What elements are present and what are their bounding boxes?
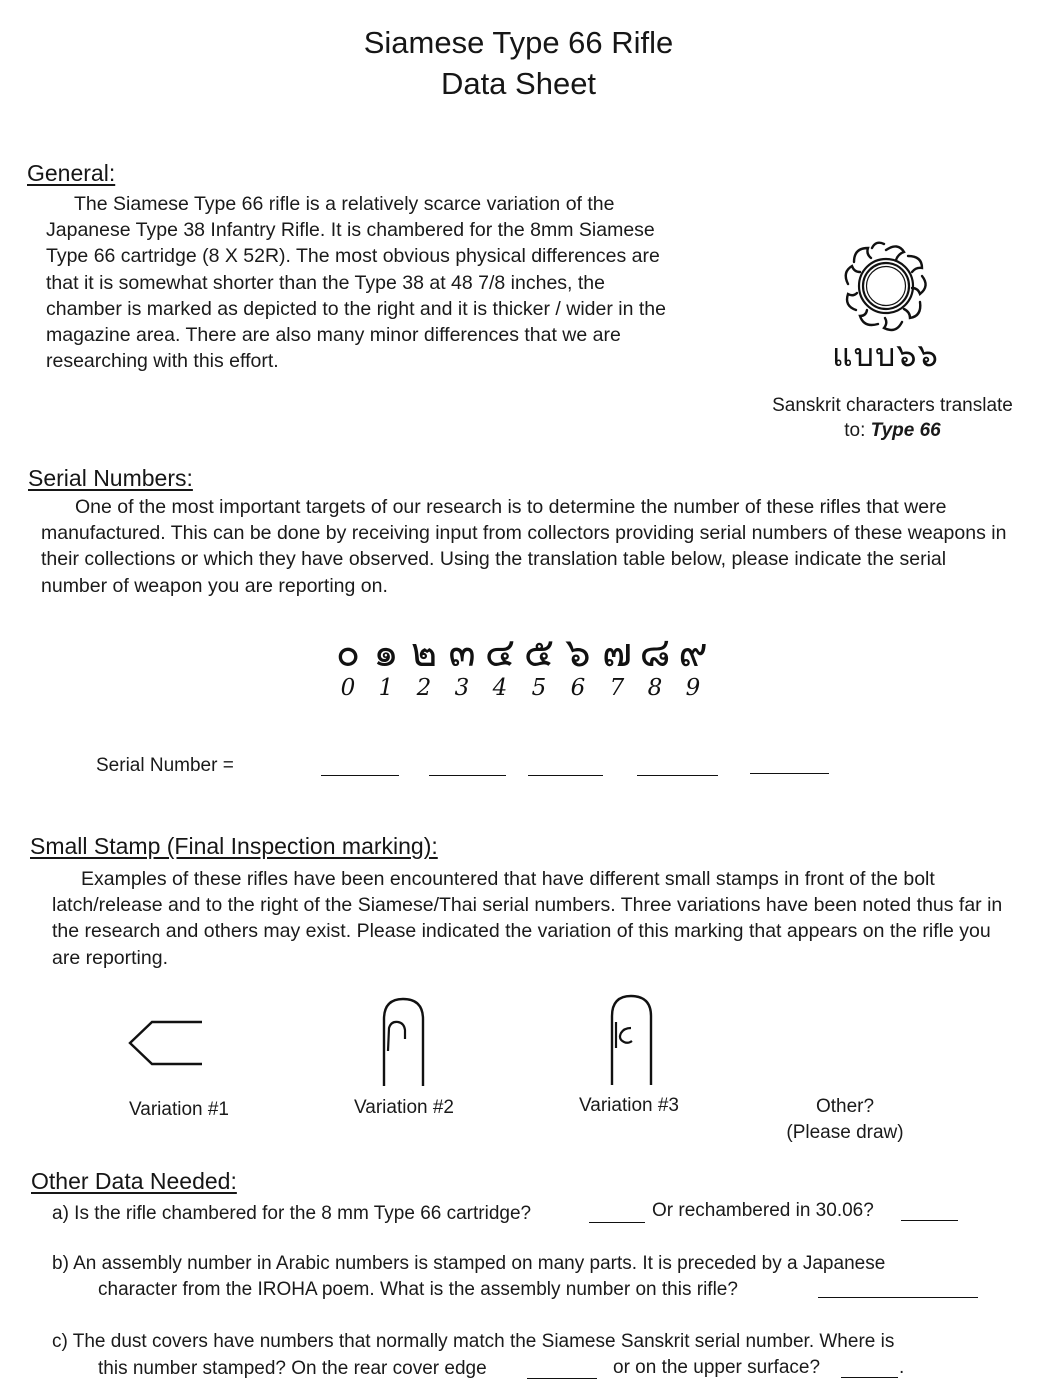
arabic-digit-2: 2 [416, 675, 432, 701]
thai-digit-0: ๐ [335, 630, 361, 676]
question-a-blank-1[interactable] [589, 1222, 645, 1223]
serial-blank-2[interactable] [429, 775, 506, 776]
question-c-line-2a: this number stamped? On the rear cover edge [98, 1358, 487, 1379]
thai-digit-8: ๘ [639, 630, 671, 676]
question-b-blank[interactable] [818, 1297, 978, 1298]
other-variation-line-2: (Please draw) [786, 1122, 904, 1143]
question-c-line-1: c) The dust covers have numbers that normally match the Siamese Sanskrit serial number. Where is [52, 1331, 895, 1352]
question-c-line-2b: or on the upper surface? [613, 1357, 821, 1378]
variation-1-stamp-icon [124, 1015, 208, 1071]
serial-blank-5[interactable] [750, 773, 829, 774]
thai-digit-3: ๓ [448, 630, 476, 676]
arabic-digit-4: 4 [492, 675, 508, 701]
small-stamp-heading: Small Stamp (Final Inspection marking): [30, 833, 438, 859]
question-c [52, 1329, 1012, 1355]
variation-3-stamp-icon [604, 992, 660, 1086]
question-c-blank-2[interactable] [841, 1377, 898, 1378]
question-b-line-2: character from the IROHA poem. What is the assembly number on this rifle? [98, 1279, 738, 1300]
thai-digit-4: ๔ [484, 630, 516, 676]
thai-digit-1: ๑ [373, 630, 399, 676]
thai-digit-5: ๕ [523, 630, 555, 676]
other-variation-label [780, 1094, 910, 1146]
general-paragraph [46, 191, 686, 374]
general-heading: General: [27, 160, 116, 186]
arabic-digit-1: 1 [378, 675, 394, 701]
thai-digit-7: ๗ [601, 630, 633, 676]
chamber-marking-text: แบบ๖๖ [832, 336, 939, 374]
general-body: The Siamese Type 66 rifle is a relatively scarce variation of the Japanese Type 38 Infantry Rifle. It is chambered for the 8mm Siamese Type 66 cartridge (8 X 52R). The most obvious physical differences are that it is somewhat shorter than the Type 38 at 48 7/8 inches, the chamber is marked as depicted to the right and it is thicker / wider in the magazine area. There are also many minor differences that we are researching with this effort. [46, 193, 666, 373]
thai-digit-9: ๙ [678, 630, 708, 676]
question-b-line-1: b) An assembly number in Arabic numbers is stamped on many parts. It is preceded by a Japanese [52, 1253, 886, 1274]
serial-numbers-paragraph [41, 494, 1016, 599]
thai-digit-2: ๒ [410, 630, 438, 676]
caption-prefix: to: [844, 420, 866, 441]
caption-line-1: Sanskrit characters translate [772, 395, 1013, 416]
small-stamp-paragraph [52, 866, 1017, 971]
serial-blank-1[interactable] [321, 775, 399, 776]
serial-blank-3[interactable] [528, 775, 603, 776]
serial-numbers-heading: Serial Numbers: [28, 465, 193, 491]
question-a-part-1: a) Is the rifle chambered for the 8 mm Type 66 cartridge? [52, 1203, 532, 1224]
question-a-part-2: Or rechambered in 30.06? [652, 1200, 874, 1221]
caption-type66: Type 66 [870, 420, 941, 441]
question-c-end: . [899, 1357, 905, 1378]
arabic-digit-5: 5 [531, 675, 547, 701]
marking-caption [760, 393, 1025, 443]
arabic-digit-0: 0 [340, 675, 356, 701]
other-variation-line-1: Other? [815, 1096, 875, 1117]
arabic-digit-8: 8 [647, 675, 663, 701]
serial-blank-4[interactable] [637, 775, 718, 776]
variation-2-stamp-icon [376, 995, 432, 1087]
question-c-blank-1[interactable] [527, 1378, 597, 1379]
title-line-2: Data Sheet [440, 66, 597, 101]
page-title [0, 22, 1037, 104]
arabic-digit-9: 9 [685, 675, 701, 701]
arabic-digit-7: 7 [609, 675, 625, 701]
arabic-digit-6: 6 [570, 675, 586, 701]
variation-3-label: Variation #3 [579, 1095, 679, 1116]
title-line-1: Siamese Type 66 Rifle [363, 25, 674, 60]
chrysanthemum-seal-icon [836, 236, 936, 336]
serial-number-label: Serial Number = [96, 755, 234, 776]
small-stamp-body: Examples of these rifles have been encountered that have different small stamps in front of the bolt latch/release and to the right of the Siamese/Thai serial numbers. Three variations have been noted thus far in the research and others may exist. Please indicated the variation of this marking that appears on the rifle you are reporting. [52, 868, 1003, 969]
thai-digit-6: ๖ [565, 630, 591, 676]
arabic-digit-row [333, 675, 733, 705]
other-data-heading: Other Data Needed: [31, 1168, 237, 1194]
serial-numbers-body: One of the most important targets of our research is to determine the number of these rifles that were manufactured. This can be done by receiving input from collectors providing serial numbers of these weapons in their collections or which they have observed. Using the translation table below, please indicate the serial number of weapon you are reporting on. [41, 496, 1007, 597]
question-a-blank-2[interactable] [901, 1220, 958, 1221]
variation-1-label: Variation #1 [129, 1099, 229, 1120]
question-b [52, 1251, 1012, 1303]
caption-line-2 [760, 418, 1025, 443]
variation-2-label: Variation #2 [354, 1097, 454, 1118]
thai-digit-row [328, 620, 728, 676]
arabic-digit-3: 3 [454, 675, 470, 701]
